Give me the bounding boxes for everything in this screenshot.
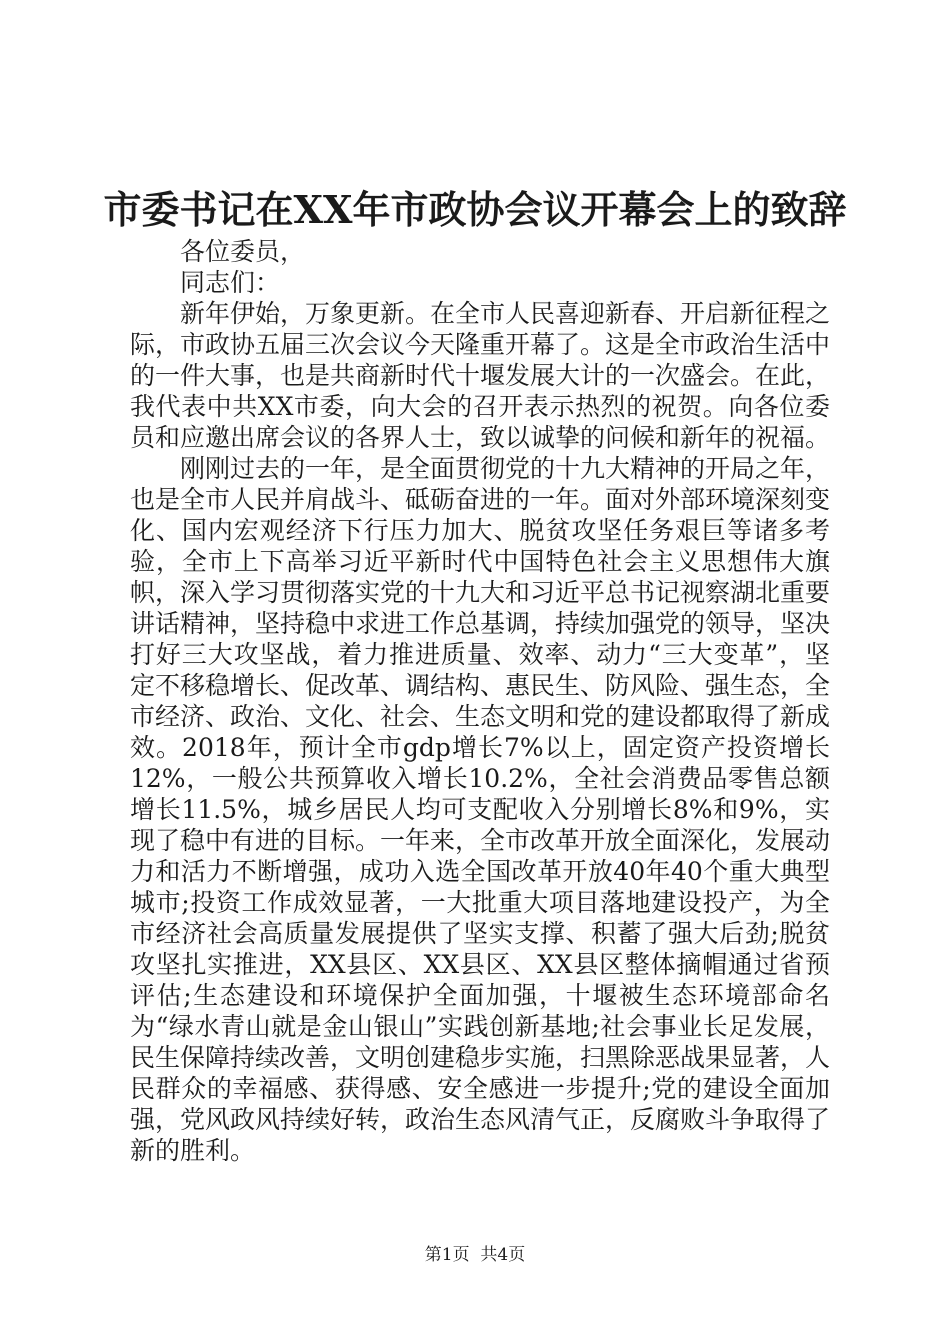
page-footer <box>0 1243 950 1267</box>
page-number: 第1页 <box>424 1245 470 1265</box>
page-total: 共4页 <box>480 1245 526 1265</box>
paragraph-review: 刚刚过去的一年，是全面贯彻党的十九大精神的开局之年，也是全市人民并肩战斗、砥砺奋进的一年。面对外部环境深刻变化、国内宏观经济下行压力加大、脱贫攻坚任务艰巨等诸多考验，全市上下高举习近平新时代中国特色社会主义思想伟大旗帜，深入学习贯彻落实党的十九大和习近平总书记视察湖北重要讲话精神，坚持稳中求进工作总基调，持续加强党的领导，坚决打好三大攻坚战，着力推进质量、效率、动力“三大变革”，坚定不移稳增长、促改革、调结构、惠民生、防风险、强生态，全市经济、政治、文化、社会、生态文明和党的建设都取得了新成效。2018年，预计全市gdp增长7%以上，固定资产投资增长12%，一般公共预算收入增长10.2%，全社会消费品零售总额增长11.5%，城乡居民人均可支配收入分别增长8%和9%，实现了稳中有进的目标。一年来，全市改革开放全面深化，发展动力和活力不断增强，成功入选全国改革开放40年40个重大典型城市;投资工作成效显著，一大批重大项目落地建设投产，为全市经济社会高质量发展提供了坚实支撑、积蓄了强大后劲;脱贫攻坚扎实推进，XX县区、XX县区、XX县区整体摘帽通过省预评估;生态建设和环境保护全面加强，十堰被生态环境部命名为“绿水青山就是金山银山”实践创新基地;社会事业长足发展，民生保障持续改善，文明创建稳步实施，扫黑除恶战果显著，人民群众的幸福感、获得感、安全感进一步提升;党的建设全面加强，党风政风持续好转，政治生态风清气正，反腐败斗争取得了新的胜利。 <box>130 454 831 1165</box>
document-title: 市委书记在XX年市政协会议开幕会上的致辞 <box>103 187 847 232</box>
document-body <box>130 236 830 1166</box>
paragraph-opening: 新年伊始，万象更新。在全市人民喜迎新春、开启新征程之际，市政协五届三次会议今天隆重开幕了。这是全市政治生活中的一件大事，也是共商新时代十堰发展大计的一次盛会。在此，我代表中共XX市委，向大会的召开表示热烈的祝贺。向各位委员和应邀出席会议的各界人士，致以诚挚的问候和新年的祝福。 <box>130 299 831 452</box>
salutation-members: 各位委员， <box>180 237 306 266</box>
salutation-comrades: 同志们： <box>180 268 281 297</box>
